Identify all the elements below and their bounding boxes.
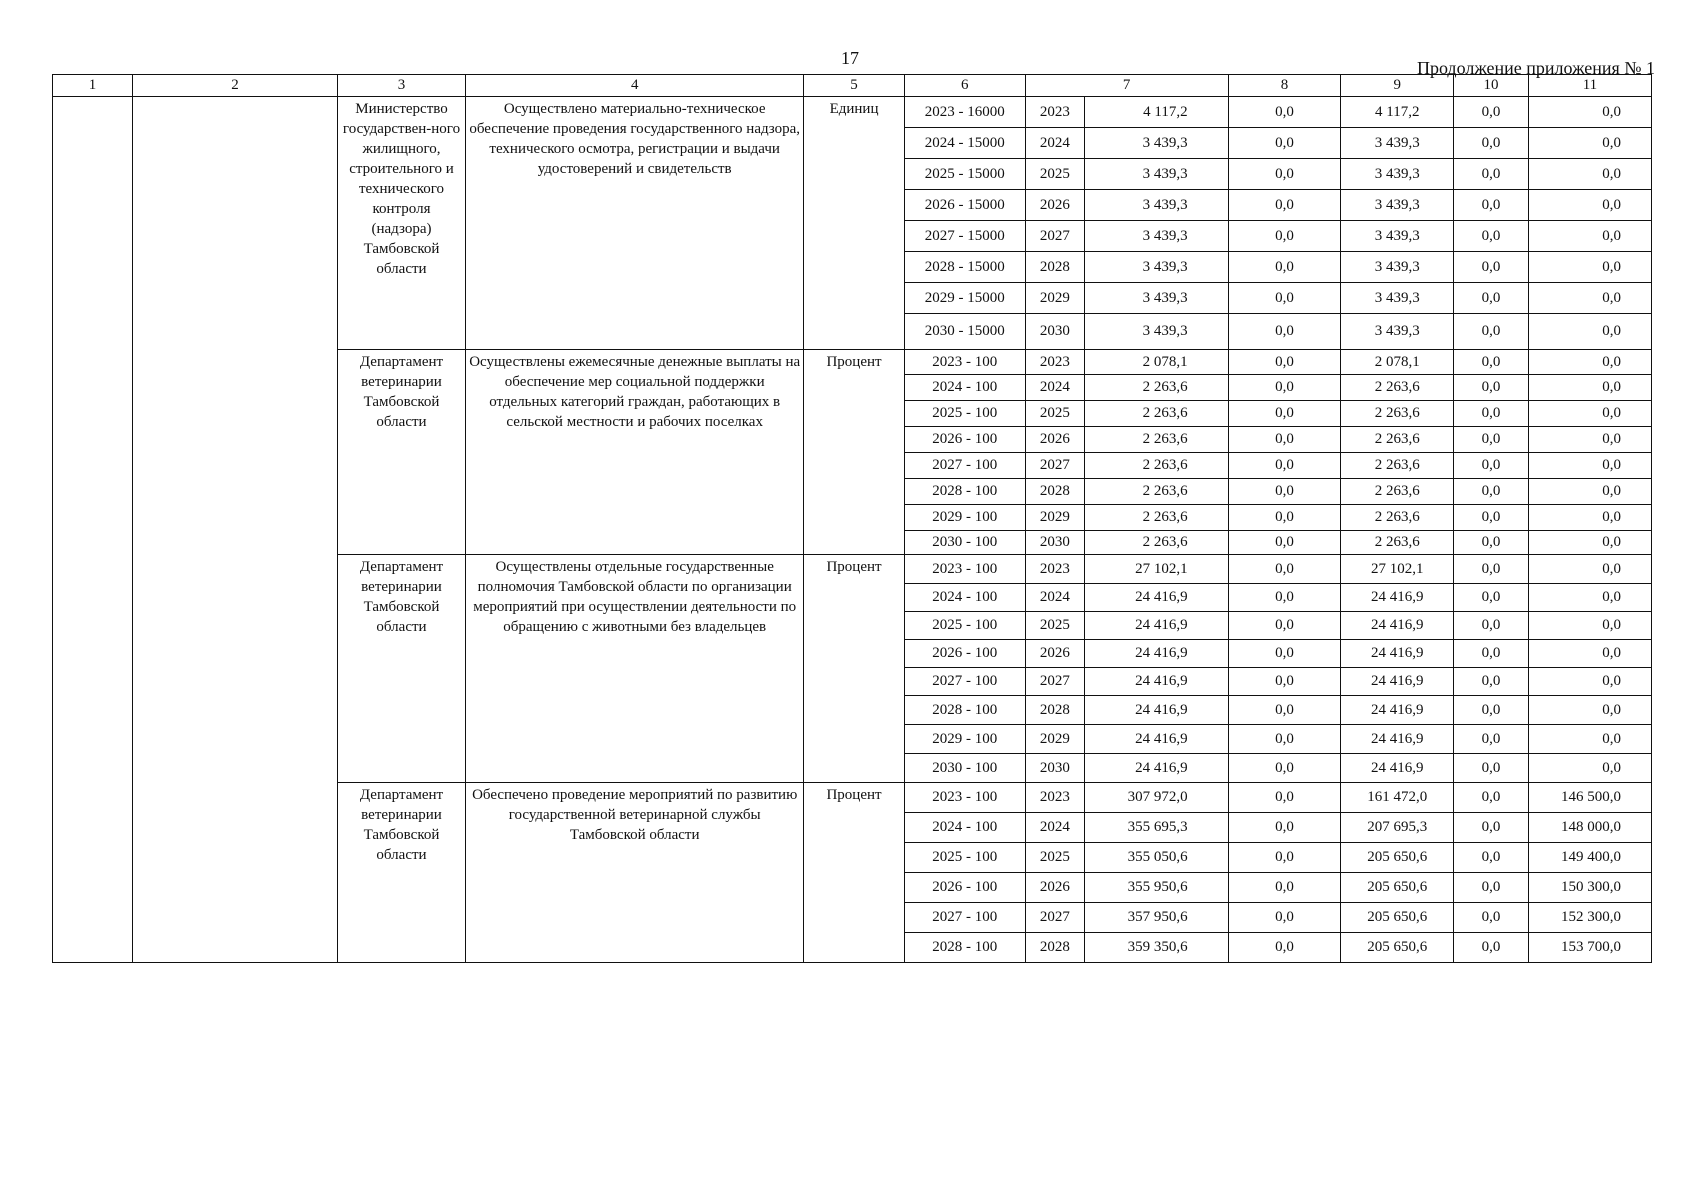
year-cell: 2025 (1025, 612, 1084, 640)
other-amount-cell: 0,0 (1528, 453, 1651, 479)
year-cell: 2028 (1025, 479, 1084, 505)
local-amount-cell: 0,0 (1454, 843, 1529, 873)
indicator-value-cell: 2028 - 100 (904, 696, 1025, 725)
indicator-value-cell: 2024 - 15000 (904, 128, 1025, 159)
regional-amount-cell: 24 416,9 (1341, 584, 1454, 612)
regional-amount-cell: 24 416,9 (1341, 725, 1454, 754)
regional-amount-cell: 2 263,6 (1341, 505, 1454, 531)
federal-amount-cell: 0,0 (1228, 479, 1341, 505)
year-cell: 2024 (1025, 375, 1084, 401)
total-amount-cell: 2 263,6 (1085, 427, 1229, 453)
other-amount-cell: 0,0 (1528, 159, 1651, 190)
responsible-executor-cell: Департамент ветеринарии Тамбовской области (337, 783, 465, 963)
unit-cell: Процент (804, 350, 904, 555)
regional-amount-cell: 3 439,3 (1341, 128, 1454, 159)
page-number: 17 (841, 48, 859, 68)
regional-amount-cell: 24 416,9 (1341, 754, 1454, 783)
federal-amount-cell: 0,0 (1228, 843, 1341, 873)
result-description-cell: Осуществлены ежемесячные денежные выплаты на обеспечение мер социальной поддержки отдельных категорий граждан, работающих в сельской местности и рабочих поселках (466, 350, 804, 555)
regional-amount-cell: 3 439,3 (1341, 221, 1454, 252)
indicator-value-cell: 2025 - 100 (904, 401, 1025, 427)
regional-amount-cell: 24 416,9 (1341, 612, 1454, 640)
indicator-value-cell: 2028 - 100 (904, 933, 1025, 963)
total-amount-cell: 357 950,6 (1085, 903, 1229, 933)
local-amount-cell: 0,0 (1454, 350, 1529, 375)
federal-amount-cell: 0,0 (1228, 159, 1341, 190)
total-amount-cell: 2 263,6 (1085, 531, 1229, 555)
federal-amount-cell: 0,0 (1228, 375, 1341, 401)
federal-amount-cell: 0,0 (1228, 813, 1341, 843)
indicator-value-cell: 2024 - 100 (904, 584, 1025, 612)
local-amount-cell: 0,0 (1454, 159, 1529, 190)
result-description-cell: Осуществлены отдельные государственные полномочия Тамбовской области по организации мероприятий при осуществлении деятельности по обращению с животными без владельцев (466, 555, 804, 783)
other-amount-cell: 0,0 (1528, 555, 1651, 584)
indicator-value-cell: 2029 - 100 (904, 725, 1025, 754)
regional-amount-cell: 205 650,6 (1341, 903, 1454, 933)
local-amount-cell: 0,0 (1454, 555, 1529, 584)
total-amount-cell: 27 102,1 (1085, 555, 1229, 584)
year-cell: 2027 (1025, 453, 1084, 479)
year-cell: 2023 (1025, 783, 1084, 813)
other-amount-cell: 0,0 (1528, 754, 1651, 783)
total-amount-cell: 307 972,0 (1085, 783, 1229, 813)
indicator-value-cell: 2026 - 100 (904, 640, 1025, 668)
column-header: 7 (1025, 75, 1228, 97)
column-header: 8 (1228, 75, 1341, 97)
local-amount-cell: 0,0 (1454, 190, 1529, 221)
column-header: 4 (466, 75, 804, 97)
indicator-value-cell: 2024 - 100 (904, 813, 1025, 843)
total-amount-cell: 355 695,3 (1085, 813, 1229, 843)
total-amount-cell: 24 416,9 (1085, 754, 1229, 783)
regional-amount-cell: 207 695,3 (1341, 813, 1454, 843)
federal-amount-cell: 0,0 (1228, 640, 1341, 668)
regional-amount-cell: 3 439,3 (1341, 314, 1454, 350)
year-cell: 2026 (1025, 640, 1084, 668)
column-header: 3 (337, 75, 465, 97)
regional-amount-cell: 2 263,6 (1341, 531, 1454, 555)
result-description-cell: Осуществлено материально-техническое обеспечение проведения государственного надзора, технического осмотра, регистрации и выдачи удостоверений и свидетельств (466, 97, 804, 350)
other-amount-cell: 0,0 (1528, 221, 1651, 252)
appendix-continuation-header: Продолжение приложения № 1 (1416, 58, 1655, 78)
total-amount-cell: 3 439,3 (1085, 283, 1229, 314)
local-amount-cell: 0,0 (1454, 903, 1529, 933)
regional-amount-cell: 2 263,6 (1341, 401, 1454, 427)
regional-amount-cell: 2 263,6 (1341, 453, 1454, 479)
indicator-value-cell: 2027 - 15000 (904, 221, 1025, 252)
other-amount-cell: 0,0 (1528, 401, 1651, 427)
local-amount-cell: 0,0 (1454, 128, 1529, 159)
year-cell: 2029 (1025, 283, 1084, 314)
regional-amount-cell: 24 416,9 (1341, 640, 1454, 668)
regional-amount-cell: 205 650,6 (1341, 873, 1454, 903)
year-cell: 2030 (1025, 531, 1084, 555)
year-cell: 2024 (1025, 584, 1084, 612)
column-header: 11 (1528, 75, 1651, 97)
federal-amount-cell: 0,0 (1228, 531, 1341, 555)
regional-amount-cell: 3 439,3 (1341, 283, 1454, 314)
regional-amount-cell: 2 263,6 (1341, 479, 1454, 505)
total-amount-cell: 3 439,3 (1085, 252, 1229, 283)
federal-amount-cell: 0,0 (1228, 350, 1341, 375)
local-amount-cell: 0,0 (1454, 612, 1529, 640)
federal-amount-cell: 0,0 (1228, 783, 1341, 813)
year-cell: 2026 (1025, 427, 1084, 453)
other-amount-cell: 0,0 (1528, 314, 1651, 350)
other-amount-cell: 150 300,0 (1528, 873, 1651, 903)
result-description-cell: Обеспечено проведение мероприятий по развитию государственной ветеринарной службы Тамбовской области (466, 783, 804, 963)
indicator-value-cell: 2027 - 100 (904, 668, 1025, 696)
column-header: 10 (1454, 75, 1529, 97)
year-cell: 2023 (1025, 97, 1084, 128)
indicator-value-cell: 2029 - 100 (904, 505, 1025, 531)
federal-amount-cell: 0,0 (1228, 584, 1341, 612)
col1-cell (53, 97, 133, 963)
year-cell: 2025 (1025, 401, 1084, 427)
total-amount-cell: 3 439,3 (1085, 128, 1229, 159)
local-amount-cell: 0,0 (1454, 668, 1529, 696)
regional-amount-cell: 205 650,6 (1341, 933, 1454, 963)
local-amount-cell: 0,0 (1454, 813, 1529, 843)
column-header: 1 (53, 75, 133, 97)
regional-amount-cell: 24 416,9 (1341, 696, 1454, 725)
column-header: 6 (904, 75, 1025, 97)
local-amount-cell: 0,0 (1454, 933, 1529, 963)
total-amount-cell: 3 439,3 (1085, 159, 1229, 190)
federal-amount-cell: 0,0 (1228, 221, 1341, 252)
other-amount-cell: 0,0 (1528, 505, 1651, 531)
federal-amount-cell: 0,0 (1228, 873, 1341, 903)
regional-amount-cell: 24 416,9 (1341, 668, 1454, 696)
local-amount-cell: 0,0 (1454, 221, 1529, 252)
other-amount-cell: 0,0 (1528, 640, 1651, 668)
total-amount-cell: 24 416,9 (1085, 696, 1229, 725)
federal-amount-cell: 0,0 (1228, 725, 1341, 754)
local-amount-cell: 0,0 (1454, 873, 1529, 903)
total-amount-cell: 2 263,6 (1085, 453, 1229, 479)
table-body (53, 97, 1652, 963)
indicator-value-cell: 2027 - 100 (904, 903, 1025, 933)
indicator-value-cell: 2023 - 16000 (904, 97, 1025, 128)
indicator-value-cell: 2025 - 15000 (904, 159, 1025, 190)
federal-amount-cell: 0,0 (1228, 505, 1341, 531)
total-amount-cell: 2 078,1 (1085, 350, 1229, 375)
other-amount-cell: 153 700,0 (1528, 933, 1651, 963)
local-amount-cell: 0,0 (1454, 283, 1529, 314)
local-amount-cell: 0,0 (1454, 97, 1529, 128)
year-cell: 2029 (1025, 505, 1084, 531)
local-amount-cell: 0,0 (1454, 531, 1529, 555)
other-amount-cell: 0,0 (1528, 725, 1651, 754)
federal-amount-cell: 0,0 (1228, 314, 1341, 350)
col2-cell (132, 97, 337, 963)
indicator-value-cell: 2030 - 100 (904, 754, 1025, 783)
indicator-value-cell: 2026 - 100 (904, 873, 1025, 903)
year-cell: 2026 (1025, 873, 1084, 903)
federal-amount-cell: 0,0 (1228, 97, 1341, 128)
regional-amount-cell: 205 650,6 (1341, 843, 1454, 873)
other-amount-cell: 0,0 (1528, 531, 1651, 555)
federal-amount-cell: 0,0 (1228, 128, 1341, 159)
other-amount-cell: 0,0 (1528, 375, 1651, 401)
local-amount-cell: 0,0 (1454, 725, 1529, 754)
total-amount-cell: 24 416,9 (1085, 584, 1229, 612)
total-amount-cell: 355 050,6 (1085, 843, 1229, 873)
indicator-value-cell: 2030 - 15000 (904, 314, 1025, 350)
federal-amount-cell: 0,0 (1228, 754, 1341, 783)
column-header: 9 (1341, 75, 1454, 97)
federal-amount-cell: 0,0 (1228, 668, 1341, 696)
regional-amount-cell: 27 102,1 (1341, 555, 1454, 584)
year-cell: 2025 (1025, 843, 1084, 873)
federal-amount-cell: 0,0 (1228, 696, 1341, 725)
total-amount-cell: 2 263,6 (1085, 479, 1229, 505)
local-amount-cell: 0,0 (1454, 252, 1529, 283)
local-amount-cell: 0,0 (1454, 401, 1529, 427)
indicator-value-cell: 2029 - 15000 (904, 283, 1025, 314)
other-amount-cell: 148 000,0 (1528, 813, 1651, 843)
responsible-executor-cell: Департамент ветеринарии Тамбовской области (337, 555, 465, 783)
year-cell: 2030 (1025, 754, 1084, 783)
year-cell: 2027 (1025, 903, 1084, 933)
total-amount-cell: 359 350,6 (1085, 933, 1229, 963)
total-amount-cell: 3 439,3 (1085, 190, 1229, 221)
year-cell: 2028 (1025, 933, 1084, 963)
other-amount-cell: 0,0 (1528, 696, 1651, 725)
unit-cell: Процент (804, 555, 904, 783)
other-amount-cell: 0,0 (1528, 128, 1651, 159)
other-amount-cell: 146 500,0 (1528, 783, 1651, 813)
indicator-value-cell: 2027 - 100 (904, 453, 1025, 479)
local-amount-cell: 0,0 (1454, 640, 1529, 668)
local-amount-cell: 0,0 (1454, 505, 1529, 531)
column-header: 2 (132, 75, 337, 97)
regional-amount-cell: 2 078,1 (1341, 350, 1454, 375)
federal-amount-cell: 0,0 (1228, 903, 1341, 933)
regional-amount-cell: 3 439,3 (1341, 159, 1454, 190)
year-cell: 2023 (1025, 350, 1084, 375)
indicator-value-cell: 2024 - 100 (904, 375, 1025, 401)
regional-amount-cell: 2 263,6 (1341, 375, 1454, 401)
total-amount-cell: 3 439,3 (1085, 221, 1229, 252)
other-amount-cell: 0,0 (1528, 252, 1651, 283)
total-amount-cell: 355 950,6 (1085, 873, 1229, 903)
other-amount-cell: 0,0 (1528, 479, 1651, 505)
other-amount-cell: 0,0 (1528, 427, 1651, 453)
year-cell: 2029 (1025, 725, 1084, 754)
regional-amount-cell: 4 117,2 (1341, 97, 1454, 128)
year-cell: 2027 (1025, 668, 1084, 696)
total-amount-cell: 24 416,9 (1085, 640, 1229, 668)
appendix-table (52, 74, 1652, 963)
local-amount-cell: 0,0 (1454, 783, 1529, 813)
year-cell: 2026 (1025, 190, 1084, 221)
total-amount-cell: 24 416,9 (1085, 668, 1229, 696)
local-amount-cell: 0,0 (1454, 453, 1529, 479)
federal-amount-cell: 0,0 (1228, 190, 1341, 221)
indicator-value-cell: 2026 - 100 (904, 427, 1025, 453)
indicator-value-cell: 2023 - 100 (904, 783, 1025, 813)
regional-amount-cell: 3 439,3 (1341, 252, 1454, 283)
other-amount-cell: 0,0 (1528, 350, 1651, 375)
federal-amount-cell: 0,0 (1228, 933, 1341, 963)
year-cell: 2025 (1025, 159, 1084, 190)
other-amount-cell: 152 300,0 (1528, 903, 1651, 933)
federal-amount-cell: 0,0 (1228, 427, 1341, 453)
total-amount-cell: 2 263,6 (1085, 505, 1229, 531)
total-amount-cell: 2 263,6 (1085, 401, 1229, 427)
federal-amount-cell: 0,0 (1228, 453, 1341, 479)
unit-cell: Единиц (804, 97, 904, 350)
local-amount-cell: 0,0 (1454, 584, 1529, 612)
total-amount-cell: 2 263,6 (1085, 375, 1229, 401)
indicator-value-cell: 2023 - 100 (904, 350, 1025, 375)
indicator-value-cell: 2028 - 15000 (904, 252, 1025, 283)
indicator-value-cell: 2026 - 15000 (904, 190, 1025, 221)
column-number-row (53, 75, 1652, 97)
year-cell: 2028 (1025, 696, 1084, 725)
regional-amount-cell: 161 472,0 (1341, 783, 1454, 813)
local-amount-cell: 0,0 (1454, 314, 1529, 350)
column-header: 5 (804, 75, 904, 97)
regional-amount-cell: 2 263,6 (1341, 427, 1454, 453)
indicator-value-cell: 2030 - 100 (904, 531, 1025, 555)
total-amount-cell: 24 416,9 (1085, 725, 1229, 754)
federal-amount-cell: 0,0 (1228, 401, 1341, 427)
year-cell: 2024 (1025, 813, 1084, 843)
other-amount-cell: 149 400,0 (1528, 843, 1651, 873)
local-amount-cell: 0,0 (1454, 427, 1529, 453)
other-amount-cell: 0,0 (1528, 584, 1651, 612)
year-cell: 2028 (1025, 252, 1084, 283)
other-amount-cell: 0,0 (1528, 97, 1651, 128)
other-amount-cell: 0,0 (1528, 612, 1651, 640)
local-amount-cell: 0,0 (1454, 375, 1529, 401)
total-amount-cell: 4 117,2 (1085, 97, 1229, 128)
indicator-value-cell: 2028 - 100 (904, 479, 1025, 505)
other-amount-cell: 0,0 (1528, 190, 1651, 221)
local-amount-cell: 0,0 (1454, 754, 1529, 783)
indicator-value-cell: 2023 - 100 (904, 555, 1025, 584)
year-cell: 2030 (1025, 314, 1084, 350)
regional-amount-cell: 3 439,3 (1341, 190, 1454, 221)
year-cell: 2024 (1025, 128, 1084, 159)
year-cell: 2023 (1025, 555, 1084, 584)
local-amount-cell: 0,0 (1454, 479, 1529, 505)
responsible-executor-cell: Департамент ветеринарии Тамбовской области (337, 350, 465, 555)
federal-amount-cell: 0,0 (1228, 612, 1341, 640)
table-row (53, 97, 1652, 128)
responsible-executor-cell: Министерство государствен-ного жилищного, строительного и технического контроля (надзора) Тамбовской области (337, 97, 465, 350)
other-amount-cell: 0,0 (1528, 668, 1651, 696)
total-amount-cell: 24 416,9 (1085, 612, 1229, 640)
federal-amount-cell: 0,0 (1228, 555, 1341, 584)
local-amount-cell: 0,0 (1454, 696, 1529, 725)
indicator-value-cell: 2025 - 100 (904, 612, 1025, 640)
total-amount-cell: 3 439,3 (1085, 314, 1229, 350)
federal-amount-cell: 0,0 (1228, 252, 1341, 283)
year-cell: 2027 (1025, 221, 1084, 252)
indicator-value-cell: 2025 - 100 (904, 843, 1025, 873)
other-amount-cell: 0,0 (1528, 283, 1651, 314)
federal-amount-cell: 0,0 (1228, 283, 1341, 314)
unit-cell: Процент (804, 783, 904, 963)
